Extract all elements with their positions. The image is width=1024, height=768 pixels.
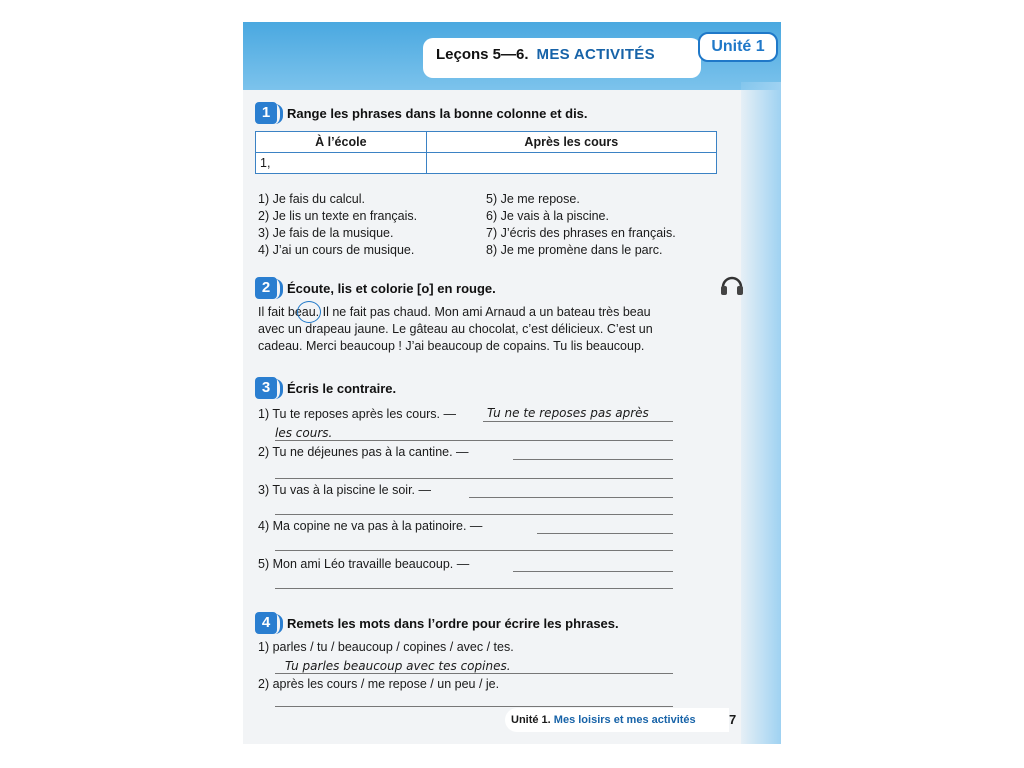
contrary-item-2: 2) Tu ne déjeunes pas à la cantine. — (258, 445, 469, 459)
footer-subtitle: Mes loisirs et mes activités (553, 714, 696, 726)
contrary-answer-1a: Tu ne te reposes pas après (487, 406, 649, 420)
exercise-2-number: 2 (255, 277, 277, 299)
circled-sound-mark (297, 301, 321, 323)
answer-line[interactable] (275, 588, 673, 589)
table-cell-school[interactable]: 1, (256, 153, 427, 174)
sentence-4: 4) J’ai un cours de musique. (258, 243, 415, 257)
exercise-3-number: 3 (255, 377, 277, 399)
exercise-4-instruction: Remets les mots dans l’ordre pour écrire les phrases. (287, 616, 619, 631)
page-number: 7 (729, 712, 737, 727)
contrary-item-3: 3) Tu vas à la piscine le soir. — (258, 483, 431, 497)
sentence-8: 8) Je me promène dans le parc. (486, 243, 663, 257)
reading-line-1: Il fait beau. Il ne fait pas chaud. Mon ami Arnaud a un bateau très beau (258, 305, 651, 319)
order-item-2: 2) après les cours / me repose / un peu / je. (258, 677, 500, 691)
sentence-5: 5) Je me repose. (486, 192, 580, 206)
answer-line[interactable] (483, 421, 673, 422)
answer-line[interactable] (275, 440, 673, 441)
sentence-6: 6) Je vais à la piscine. (486, 209, 609, 223)
sentence-1: 1) Je fais du calcul. (258, 192, 365, 206)
table-header-after: Après les cours (426, 132, 716, 153)
order-answer-1: Tu parles beaucoup avec tes copines. (285, 659, 511, 673)
contrary-item-4: 4) Ma copine ne va pas à la patinoire. — (258, 519, 483, 533)
answer-line[interactable] (275, 706, 673, 707)
side-band (741, 82, 781, 744)
reading-line-2: avec un drapeau jaune. Le gâteau au chocolat, c’est délicieux. C’est un (258, 322, 653, 336)
contrary-item-1: 1) Tu te reposes après les cours. — (258, 407, 457, 421)
title-accent: MES ACTIVITÉS (536, 46, 655, 63)
sentence-7: 7) J’écris des phrases en français. (486, 226, 676, 240)
exercise-3-instruction: Écris le contraire. (287, 381, 397, 396)
contrary-item-5: 5) Mon ami Léo travaille beaucoup. — (258, 557, 470, 571)
title-lessons: Leçons 5—6. (436, 46, 529, 63)
table-cell-after[interactable] (426, 153, 716, 174)
workbook-page (243, 22, 781, 744)
answer-line[interactable] (275, 673, 673, 674)
footer-unit: Unité 1. (511, 714, 551, 726)
sentence-3: 3) Je fais de la musique. (258, 226, 394, 240)
exercise-2-instruction: Écoute, lis et colorie [o] en rouge. (287, 281, 496, 296)
exercise-4-number: 4 (255, 612, 277, 634)
headphones-icon[interactable] (719, 272, 745, 298)
answer-line[interactable] (275, 514, 673, 515)
exercise-1-number: 1 (255, 102, 277, 124)
answer-line[interactable] (275, 478, 673, 479)
footer-label (505, 708, 729, 732)
order-item-1: 1) parles / tu / beaucoup / copines / avec / tes. (258, 640, 514, 654)
answer-line[interactable] (275, 550, 673, 551)
reading-line-3: cadeau. Merci beaucoup ! J’ai beaucoup de copains. Tu lis beaucoup. (258, 339, 645, 353)
contrary-answer-1b: les cours. (275, 426, 333, 440)
table-header-school: À l’école (256, 132, 427, 153)
unit-badge: Unité 1 (698, 32, 778, 62)
sentence-2: 2) Je lis un texte en français. (258, 209, 418, 223)
answer-line[interactable] (469, 497, 673, 498)
page-title (436, 46, 655, 63)
answer-line[interactable] (513, 459, 673, 460)
exercise-1-instruction: Range les phrases dans la bonne colonne et dis. (287, 106, 588, 121)
answer-line[interactable] (513, 571, 673, 572)
answer-line[interactable] (537, 533, 673, 534)
sort-table (255, 131, 717, 174)
